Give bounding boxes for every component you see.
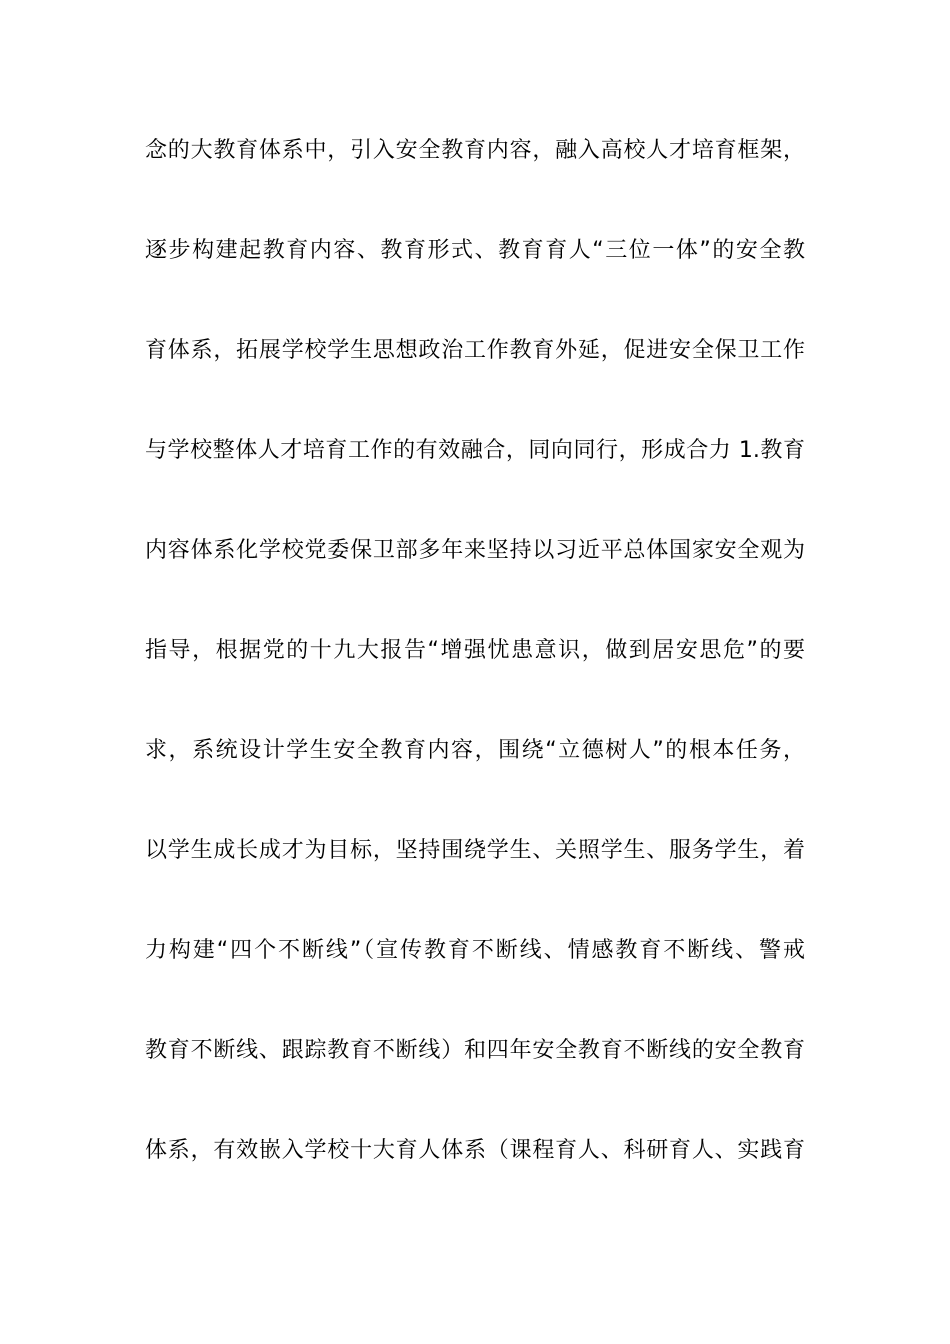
text-line-2: 逐步构建起教育内容、教育形式、教育育人“三位一体”的安全教 xyxy=(145,238,805,263)
text-line-5: 内容体系化学校党委保卫部多年来坚持以习近平总体国家安全观为 xyxy=(145,538,805,563)
text-line-3: 育体系，拓展学校学生思想政治工作教育外延，促进安全保卫工作 xyxy=(145,338,805,363)
text-line-6: 指导，根据党的十九大报告“增强忧患意识，做到居安思危”的要 xyxy=(145,638,805,663)
text-line-1: 念的大教育体系中，引入安全教育内容，融入高校人才培育框架， xyxy=(145,138,805,163)
text-line-4: 与学校整体人才培育工作的有效融合，同向同行，形成合力 1.教育 xyxy=(145,438,805,463)
text-line-11: 体系，有效嵌入学校十大育人体系（课程育人、科研育人、实践育 xyxy=(145,1138,805,1163)
text-line-7: 求，系统设计学生安全教育内容，围绕“立德树人”的根本任务， xyxy=(145,738,805,763)
text-line-9: 力构建“四个不断线”（宣传教育不断线、情感教育不断线、警戒 xyxy=(145,938,805,963)
text-line-10: 教育不断线、跟踪教育不断线）和四年安全教育不断线的安全教育 xyxy=(145,1038,805,1063)
text-line-8: 以学生成长成才为目标，坚持围绕学生、关照学生、服务学生，着 xyxy=(145,838,805,863)
body-text xyxy=(145,128,805,1228)
